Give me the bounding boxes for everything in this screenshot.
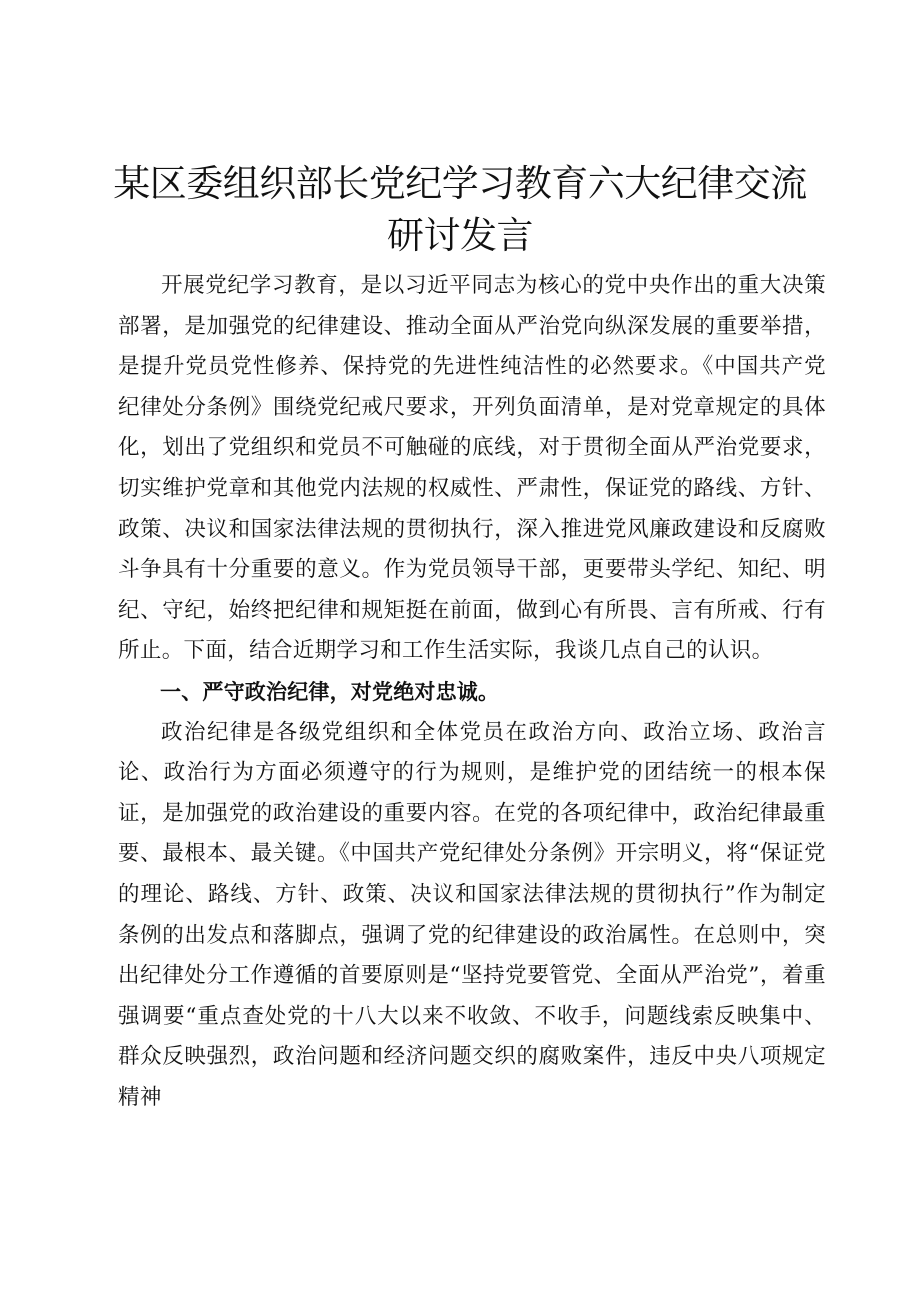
document-title: 某区委组织部长党纪学习教育六大纪律交流研讨发言	[113, 162, 807, 257]
section-heading-1: 一、严守政治纪律，对党绝对忠诚。	[160, 679, 500, 704]
document-body	[118, 266, 826, 1118]
section-1-paragraph: 政治纪律是各级党组织和全体党员在政治方向、政治立场、政治言论、政治行为方面必须遵守的行为规则，是维护党的团结统一的根本保证，是加强党的政治建设的重要内容。在党的各项纪律中，政治纪律最重要、最根本、最关键。《中国共产党纪律处分条例》开宗明义，将“保证党的理论、路线、方针、政策、决议和国家法律法规的贯彻执行”作为制定条例的出发点和落脚点，强调了党的纪律建设的政治属性。在总则中，突出纪律处分工作遵循的首要原则是“坚持党要管党、全面从严治党”，着重强调要“重点查处党的十八大以来不收敛、不收手，问题线索反映集中、群众反映强烈，政治问题和经济问题交织的腐败案件，违反中央八项规定精神	[118, 719, 826, 1110]
intro-paragraph: 开展党纪学习教育，是以习近平同志为核心的党中央作出的重大决策部署，是加强党的纪律建设、推动全面从严治党向纵深发展的重要举措，是提升党员党性修养、保持党的先进性纯洁性的必然要求。《中国共产党纪律处分条例》围绕党纪戒尺要求，开列负面清单，是对党章规定的具体化，划出了党组织和党员不可触碰的底线，对于贯彻全面从严治党要求，切实维护党章和其他党内法规的权威性、严肃性，保证党的路线、方针、政策、决议和国家法律法规的贯彻执行，深入推进党风廉政建设和反腐败斗争具有十分重要的意义。作为党员领导干部，更要带头学纪、知纪、明纪、守纪，始终把纪律和规矩挺在前面，做到心有所畏、言有所戒、行有所止。下面，结合近期学习和工作生活实际，我谈几点自己的认识。	[118, 273, 826, 664]
